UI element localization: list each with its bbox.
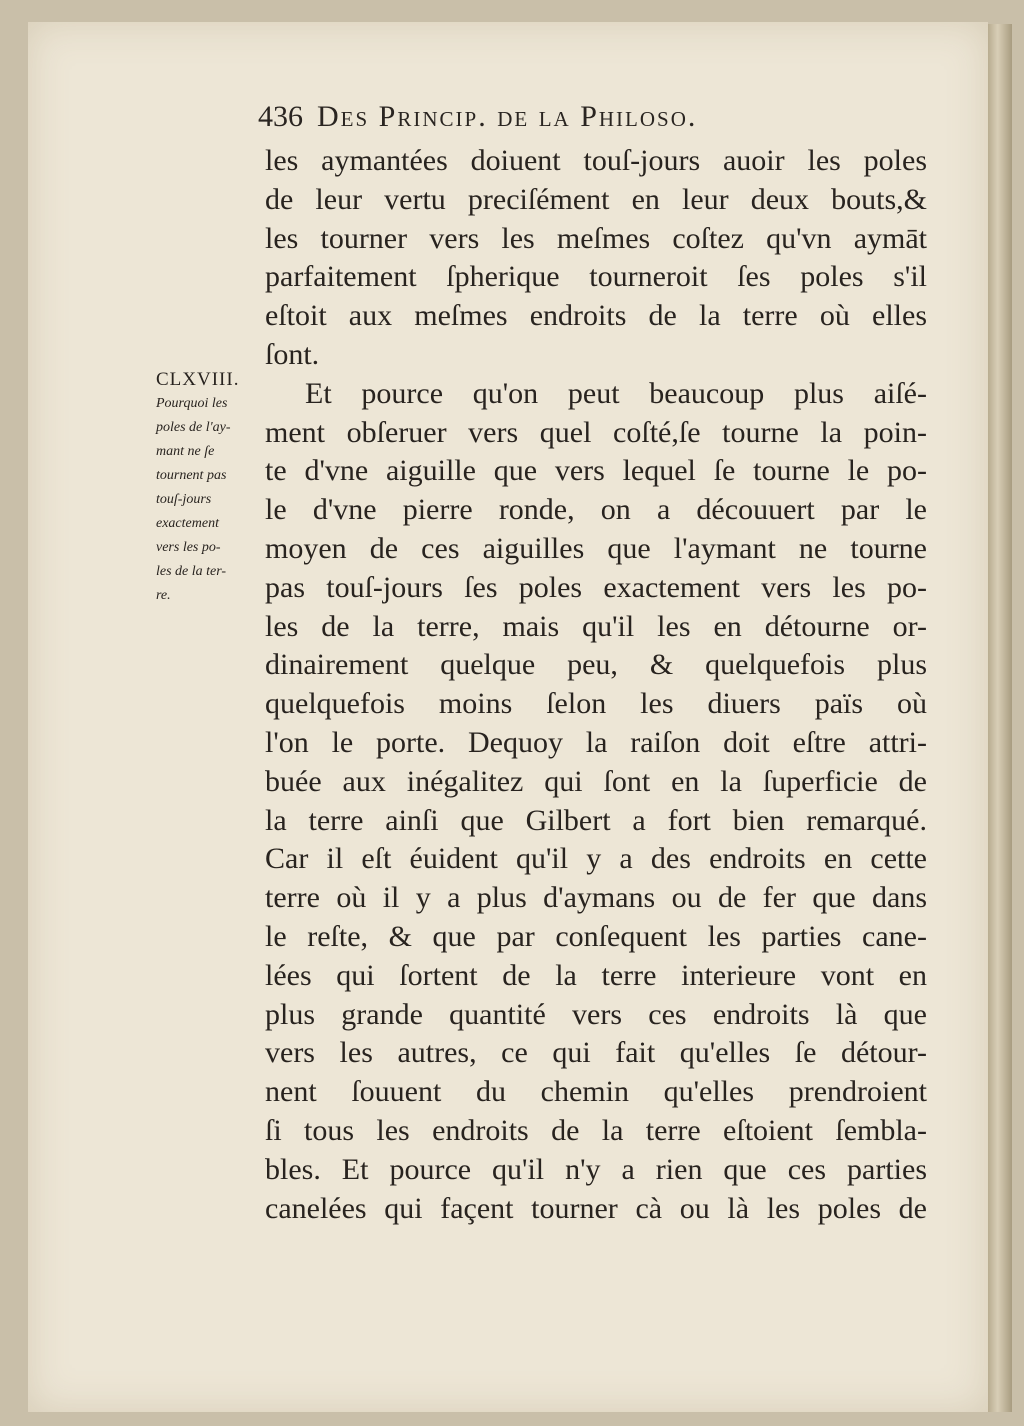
text-line: Et pource qu'on peut beaucoup plus aiſé- — [305, 376, 927, 410]
text-line: eſtoit aux meſmes endroits de la terre où elles — [265, 299, 927, 333]
text-line: Car il eſt éuident qu'il y a des endroits en cette — [265, 842, 927, 876]
page-number: 436 — [258, 100, 303, 133]
margin-note-line: Pourquoi les — [156, 396, 228, 411]
running-title: Des Princip. de la Philoso. — [317, 100, 698, 133]
text-line: le reſte, & que par conſequent les parties cane- — [265, 919, 927, 953]
text-line: pas touſ-jours ſes poles exactement vers les po- — [265, 570, 927, 604]
text-line: les aymantées doiuent touſ-jours auoir les poles — [265, 144, 927, 177]
margin-note-line: poles de l'ay- — [156, 420, 231, 435]
text-line: les tourner vers les meſmes coſtez qu'vn aymāt — [265, 221, 927, 255]
margin-note-line: re. — [156, 588, 171, 603]
margin-note — [156, 368, 266, 608]
running-header — [258, 100, 928, 140]
text-line: ſi tous les endroits de la terre eſtoient ſembla- — [265, 1113, 927, 1147]
page-edge — [988, 24, 1012, 1412]
text-line: la terre ainſi que Gilbert a fort bien remarqué. — [265, 803, 927, 837]
text-line: nent ſouuent du chemin qu'elles prendroient — [265, 1075, 927, 1109]
margin-note-line: mant ne ſe — [156, 444, 215, 459]
margin-note-number: CLXVIII. — [156, 369, 240, 390]
text-line: terre où il y a plus d'aymans ou de fer que dans — [265, 881, 927, 915]
text-line: buée aux inégalitez qui ſont en la ſuperficie de — [265, 764, 927, 798]
text-line: te d'vne aiguille que vers lequel ſe tourne le po- — [265, 454, 927, 488]
margin-note-line: les de la ter- — [156, 564, 227, 579]
text-line: lées qui ſortent de la terre interieure vont en — [265, 958, 927, 992]
margin-note-line: tournent pas — [156, 468, 227, 483]
text-line: plus grande quantité vers ces endroits là que — [265, 997, 927, 1031]
text-line: le d'vne pierre ronde, on a découuert par le — [265, 493, 927, 527]
text-line: moyen de ces aiguilles que l'aymant ne tourne — [265, 531, 927, 565]
text-line: ſont. — [265, 337, 320, 371]
text-line: bles. Et pource qu'il n'y a rien que ces parties — [265, 1152, 927, 1186]
text-line: ment obſeruer vers quel coſté,ſe tourne la poin- — [265, 415, 927, 449]
text-line: dinairement quelque peu, & quelquefois plus — [265, 648, 927, 682]
text-line: de leur vertu preciſément en leur deux bouts,& — [265, 182, 927, 216]
text-line: l'on le porte. Dequoy la raiſon doit eſtre attri- — [265, 725, 927, 759]
text-line: vers les autres, ce qui fait qu'elles ſe détour- — [265, 1036, 927, 1070]
margin-note-line: touſ-jours — [156, 492, 212, 507]
text-line: les de la terre, mais qu'il les en détourne or- — [265, 609, 927, 643]
text-line: parfaitement ſpherique tourneroit ſes poles s'il — [265, 260, 927, 294]
margin-note-line: exactement — [156, 516, 219, 531]
text-line: quelquefois moins ſelon les diuers païs où — [265, 687, 927, 721]
body-text — [265, 142, 945, 1228]
margin-note-line: vers les po- — [156, 540, 221, 555]
text-line: canelées qui façent tourner cà ou là les poles de — [265, 1191, 927, 1225]
